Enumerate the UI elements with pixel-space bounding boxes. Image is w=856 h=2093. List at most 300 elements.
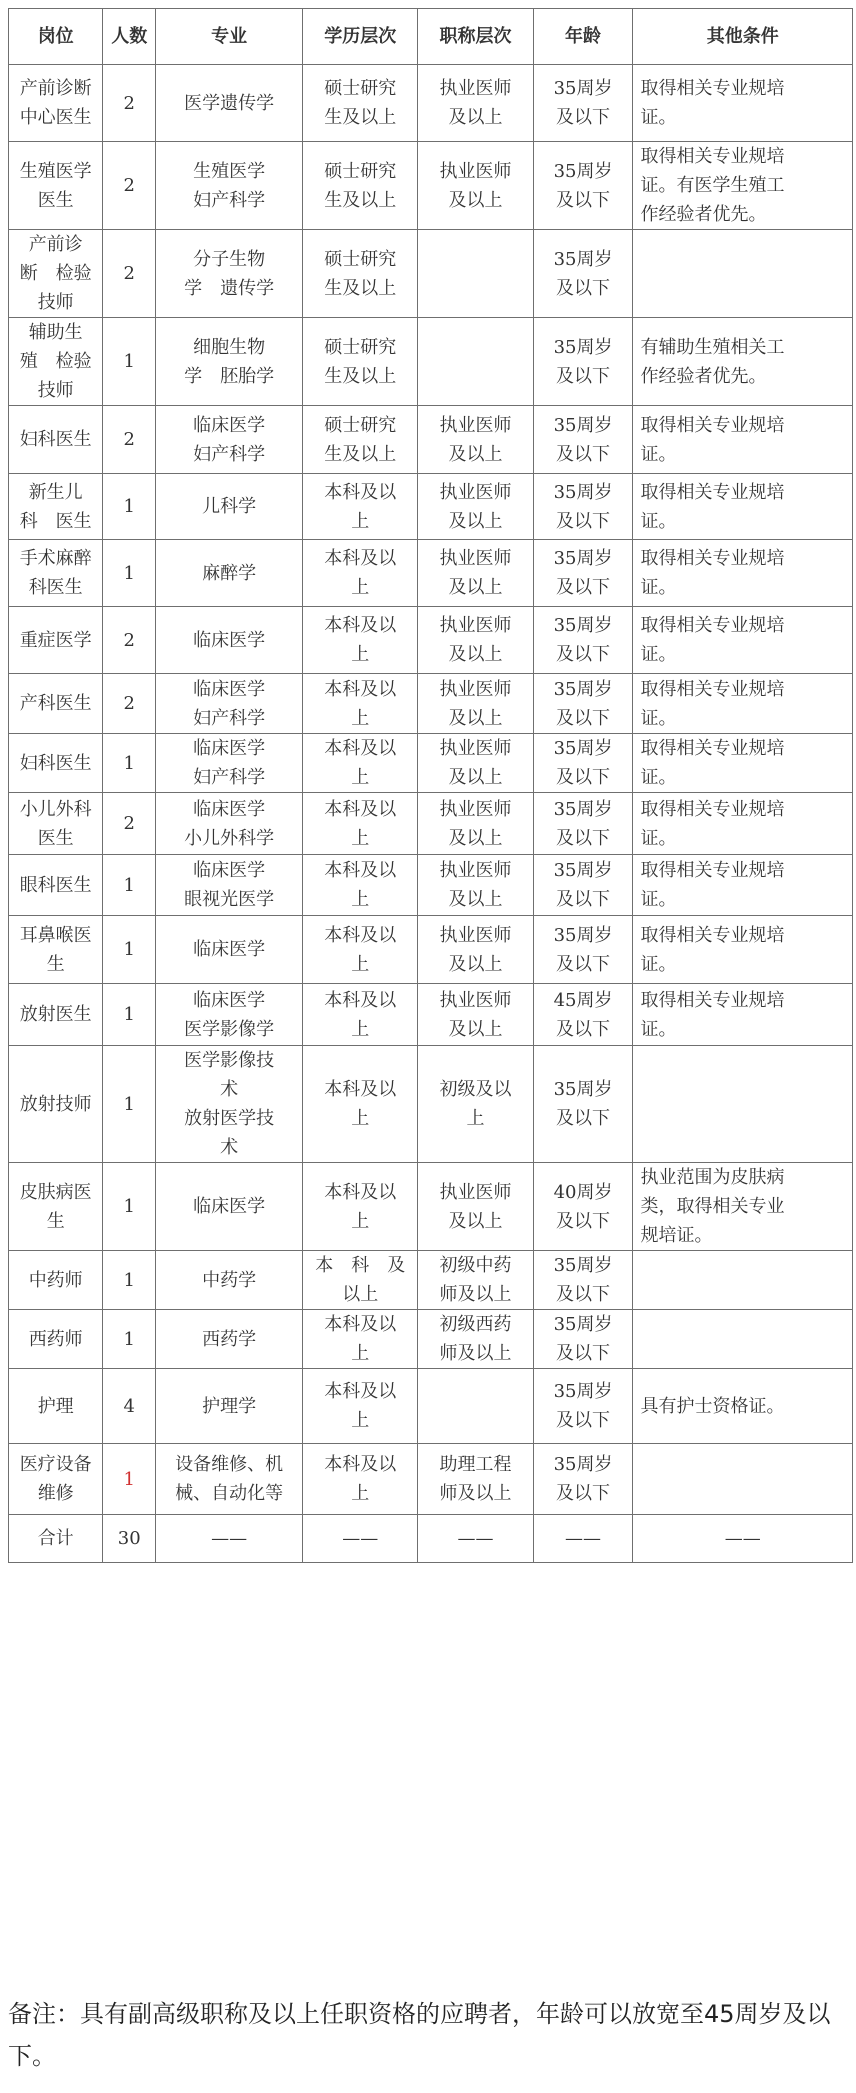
header-row bbox=[9, 9, 853, 65]
cell-text: 1 bbox=[123, 1093, 135, 1115]
cell-major bbox=[156, 855, 303, 916]
cell-line: 妇产科学 bbox=[193, 189, 266, 211]
cell-line: 证。 bbox=[640, 644, 677, 665]
cell-line: 西药师 bbox=[28, 1328, 83, 1350]
total-dash: —— bbox=[156, 1515, 303, 1563]
cell-line: 助理工程 bbox=[439, 1454, 512, 1475]
cell-line: 上 bbox=[351, 1410, 370, 1431]
cell-line: 学 胚胎学 bbox=[184, 365, 275, 387]
cell-line: 上 bbox=[351, 827, 370, 849]
cell-line: 35周岁 bbox=[553, 481, 613, 503]
cell-line: 及以上 bbox=[448, 953, 503, 975]
cell-education bbox=[303, 1310, 418, 1369]
cell-other bbox=[633, 142, 853, 230]
cell-line: 取得相关专业规培 bbox=[640, 798, 785, 820]
cell-line: 及以下 bbox=[556, 1018, 611, 1040]
cell-line: 执业医师 bbox=[439, 481, 512, 503]
cell-position bbox=[9, 142, 103, 230]
cell-education bbox=[303, 793, 418, 855]
cell-line: 硕士研究 bbox=[324, 414, 397, 436]
cell-age bbox=[533, 674, 633, 734]
cell-other bbox=[633, 1444, 853, 1515]
cell-line: 临床医学 bbox=[193, 1196, 266, 1217]
cell-line: 产前诊 bbox=[28, 234, 83, 255]
cell-line: 放射技师 bbox=[19, 1093, 92, 1115]
cell-education bbox=[303, 1251, 418, 1310]
cell-position bbox=[9, 406, 103, 474]
cell-age bbox=[533, 1251, 633, 1310]
cell-line: 硕士研究 bbox=[324, 160, 397, 182]
cell-line: 术 bbox=[220, 1079, 239, 1100]
cell-line: 45周岁 bbox=[553, 989, 613, 1011]
cell-line: 生及以上 bbox=[324, 443, 397, 465]
cell-line: 断 检验 bbox=[19, 263, 92, 284]
cell-line: 执业医师 bbox=[439, 160, 512, 182]
cell-line: 35周岁 bbox=[553, 1454, 613, 1475]
cell-major bbox=[156, 607, 303, 674]
cell-line: 取得相关专业规培 bbox=[640, 548, 785, 569]
cell-line: 40周岁 bbox=[553, 1181, 613, 1203]
cell-other bbox=[633, 1046, 853, 1163]
cell-age bbox=[533, 540, 633, 607]
cell-education bbox=[303, 984, 418, 1046]
cell-education bbox=[303, 318, 418, 406]
cell-line: 及以上 bbox=[448, 577, 503, 598]
cell-line: 本科及以 bbox=[324, 548, 397, 569]
cell-line: 执业医师 bbox=[439, 78, 512, 99]
cell-line: 中心医生 bbox=[19, 107, 92, 128]
cell-position bbox=[9, 540, 103, 607]
cell-line: 眼科医生 bbox=[19, 874, 92, 896]
cell-line: 取得相关专业规培 bbox=[640, 78, 785, 99]
cell-line: 证。 bbox=[640, 577, 677, 598]
cell-line: 生及以上 bbox=[324, 107, 397, 128]
cell-line: 及以上 bbox=[448, 189, 503, 211]
cell-other bbox=[633, 1163, 853, 1251]
cell-line: 及以下 bbox=[556, 953, 611, 975]
cell-title bbox=[418, 1369, 533, 1444]
cell-position bbox=[9, 230, 103, 318]
cell-line: 本科及以 bbox=[324, 989, 397, 1011]
cell-line: 临床医学 bbox=[193, 860, 266, 881]
cell-line: 证。 bbox=[640, 953, 677, 975]
cell-age bbox=[533, 474, 633, 540]
cell-text: 1 bbox=[123, 874, 135, 896]
cell-education bbox=[303, 607, 418, 674]
cell-line: 维修 bbox=[37, 1483, 74, 1504]
cell-line: 执业医师 bbox=[439, 1181, 512, 1203]
cell-count bbox=[103, 1046, 156, 1163]
cell-line: 上 bbox=[351, 707, 370, 729]
table-row bbox=[9, 406, 853, 474]
cell-major bbox=[156, 474, 303, 540]
cell-line: 妇产科学 bbox=[193, 443, 266, 465]
cell-text: 2 bbox=[123, 92, 135, 114]
cell-line: 及以上 bbox=[448, 644, 503, 665]
cell-line: 35周岁 bbox=[553, 1314, 613, 1335]
cell-position bbox=[9, 734, 103, 793]
cell-position bbox=[9, 607, 103, 674]
cell-line: 及以上 bbox=[448, 889, 503, 910]
header-position: 岗位 bbox=[9, 9, 103, 65]
cell-text: 2 bbox=[123, 263, 135, 284]
cell-line: 重症医学 bbox=[19, 629, 92, 651]
cell-text: 1 bbox=[123, 1269, 135, 1291]
cell-text: 1 bbox=[123, 1468, 135, 1490]
cell-line: 35周岁 bbox=[553, 548, 613, 569]
cell-major bbox=[156, 406, 303, 474]
cell-line: 本科及以 bbox=[324, 1079, 397, 1100]
total-dash: —— bbox=[418, 1515, 533, 1563]
cell-position bbox=[9, 1163, 103, 1251]
cell-line: 临床医学 bbox=[193, 738, 266, 759]
cell-text: 2 bbox=[123, 629, 135, 651]
cell-line: 35周岁 bbox=[553, 738, 613, 759]
cell-text: 1 bbox=[123, 562, 135, 584]
table-row bbox=[9, 230, 853, 318]
cell-major bbox=[156, 1310, 303, 1369]
cell-count bbox=[103, 1369, 156, 1444]
cell-count bbox=[103, 230, 156, 318]
cell-line: 执业医师 bbox=[439, 548, 512, 569]
cell-count bbox=[103, 474, 156, 540]
cell-line: 麻醉学 bbox=[202, 562, 257, 584]
cell-line: 临床医学 bbox=[193, 629, 266, 651]
cell-line: 取得相关专业规培 bbox=[640, 146, 785, 167]
cell-line: 放射医生 bbox=[19, 1004, 92, 1025]
cell-title bbox=[418, 1251, 533, 1310]
cell-other bbox=[633, 1251, 853, 1310]
cell-count bbox=[103, 734, 156, 793]
cell-count bbox=[103, 318, 156, 406]
cell-title bbox=[418, 65, 533, 142]
cell-line: 本科及以 bbox=[324, 1381, 397, 1402]
cell-major bbox=[156, 1046, 303, 1163]
cell-line: 执业医师 bbox=[439, 414, 512, 436]
header-education: 学历层次 bbox=[303, 9, 418, 65]
cell-line: 临床医学 bbox=[193, 678, 266, 700]
table-row bbox=[9, 142, 853, 230]
cell-text: 1 bbox=[123, 752, 135, 774]
cell-count bbox=[103, 607, 156, 674]
cell-age bbox=[533, 230, 633, 318]
cell-line: 本科及以 bbox=[324, 860, 397, 881]
cell-line: 皮肤病医 bbox=[19, 1181, 92, 1203]
cell-education bbox=[303, 1369, 418, 1444]
cell-line: 及以下 bbox=[556, 889, 611, 910]
total-row bbox=[9, 1515, 853, 1563]
cell-line: 术 bbox=[220, 1137, 239, 1158]
cell-line: 中药师 bbox=[28, 1269, 83, 1291]
total-dash: —— bbox=[303, 1515, 418, 1563]
cell-line: 取得相关专业规培 bbox=[640, 738, 785, 759]
cell-position bbox=[9, 674, 103, 734]
cell-line: 及以下 bbox=[556, 1483, 611, 1504]
cell-title bbox=[418, 474, 533, 540]
total-label: 合计 bbox=[9, 1515, 103, 1563]
cell-line: 学 遗传学 bbox=[184, 277, 275, 299]
total-dash: —— bbox=[633, 1515, 853, 1563]
cell-line: 新生儿 bbox=[28, 481, 83, 503]
cell-title bbox=[418, 1310, 533, 1369]
cell-line: 取得相关专业规培 bbox=[640, 860, 785, 881]
cell-line: 35周岁 bbox=[553, 336, 613, 358]
cell-text: 2 bbox=[123, 693, 135, 714]
cell-line: 及以上 bbox=[448, 707, 503, 729]
cell-line: 产前诊断 bbox=[19, 78, 92, 99]
cell-line: 执业医师 bbox=[439, 798, 512, 820]
cell-line: 细胞生物 bbox=[193, 336, 266, 358]
cell-line: 及以上 bbox=[448, 107, 503, 128]
cell-major bbox=[156, 318, 303, 406]
cell-education bbox=[303, 734, 418, 793]
cell-line: 妇产科学 bbox=[193, 707, 266, 729]
cell-line: 上 bbox=[351, 577, 370, 598]
cell-line: 取得相关专业规培 bbox=[640, 481, 785, 503]
cell-line: 35周岁 bbox=[553, 1079, 613, 1100]
cell-major bbox=[156, 230, 303, 318]
cell-position bbox=[9, 318, 103, 406]
cell-major bbox=[156, 984, 303, 1046]
cell-major bbox=[156, 65, 303, 142]
cell-line: 生 bbox=[46, 953, 65, 975]
cell-line: 证。 bbox=[640, 767, 677, 788]
cell-line: 设备维修、机 bbox=[175, 1454, 284, 1475]
cell-line: 及以下 bbox=[556, 189, 611, 211]
cell-title bbox=[418, 142, 533, 230]
cell-line: 35周岁 bbox=[553, 798, 613, 820]
cell-other bbox=[633, 474, 853, 540]
cell-title bbox=[418, 230, 533, 318]
cell-line: 科医生 bbox=[28, 577, 83, 598]
cell-title bbox=[418, 734, 533, 793]
cell-age bbox=[533, 1046, 633, 1163]
cell-text: 1 bbox=[123, 496, 135, 517]
cell-major bbox=[156, 916, 303, 984]
table-row bbox=[9, 734, 853, 793]
cell-line: 证。 bbox=[640, 889, 677, 910]
cell-line: 规培证。 bbox=[640, 1225, 713, 1246]
cell-line: 取得相关专业规培 bbox=[640, 924, 785, 946]
cell-title bbox=[418, 916, 533, 984]
cell-line: 取得相关专业规培 bbox=[640, 678, 785, 700]
cell-line: 医学影像学 bbox=[184, 1018, 275, 1040]
cell-line: 及以下 bbox=[556, 577, 611, 598]
header-count: 人数 bbox=[103, 9, 156, 65]
cell-major bbox=[156, 674, 303, 734]
cell-major bbox=[156, 540, 303, 607]
table-row bbox=[9, 318, 853, 406]
cell-age bbox=[533, 65, 633, 142]
cell-line: 护理学 bbox=[202, 1395, 257, 1417]
cell-major bbox=[156, 734, 303, 793]
cell-line: 上 bbox=[466, 1108, 485, 1129]
cell-position bbox=[9, 65, 103, 142]
cell-education bbox=[303, 1046, 418, 1163]
cell-line: 医生 bbox=[37, 189, 74, 211]
cell-title bbox=[418, 674, 533, 734]
cell-line: 上 bbox=[351, 1210, 370, 1232]
cell-position bbox=[9, 1444, 103, 1515]
cell-line: 生及以上 bbox=[324, 189, 397, 211]
cell-count bbox=[103, 855, 156, 916]
cell-other bbox=[633, 916, 853, 984]
cell-line: 硕士研究 bbox=[324, 248, 397, 270]
cell-line: 生 bbox=[46, 1210, 65, 1232]
cell-line: 35周岁 bbox=[553, 160, 613, 182]
cell-line: 技师 bbox=[37, 380, 74, 401]
cell-other bbox=[633, 984, 853, 1046]
cell-position bbox=[9, 1251, 103, 1310]
cell-line: 本科及以 bbox=[324, 738, 397, 759]
cell-other bbox=[633, 674, 853, 734]
cell-line: 证。 bbox=[640, 510, 677, 532]
cell-count bbox=[103, 1444, 156, 1515]
cell-line: 执业医师 bbox=[439, 678, 512, 700]
cell-title bbox=[418, 406, 533, 474]
cell-line: 证。 bbox=[640, 707, 677, 729]
cell-line: 取得相关专业规培 bbox=[640, 414, 785, 436]
cell-other bbox=[633, 1369, 853, 1444]
cell-line: 医学影像技 bbox=[184, 1050, 275, 1071]
cell-age bbox=[533, 855, 633, 916]
cell-text: 4 bbox=[123, 1395, 135, 1417]
cell-line: 小儿外科 bbox=[19, 798, 92, 820]
cell-line: 医疗设备 bbox=[19, 1454, 92, 1475]
cell-line: 及以上 bbox=[448, 827, 503, 849]
cell-age bbox=[533, 734, 633, 793]
cell-education bbox=[303, 1163, 418, 1251]
cell-line: 35周岁 bbox=[553, 78, 613, 99]
cell-count bbox=[103, 142, 156, 230]
table-row bbox=[9, 1369, 853, 1444]
cell-count bbox=[103, 406, 156, 474]
cell-age bbox=[533, 1163, 633, 1251]
cell-line: 及以下 bbox=[556, 644, 611, 665]
cell-position bbox=[9, 1046, 103, 1163]
cell-line: 医学遗传学 bbox=[184, 92, 275, 114]
table-row bbox=[9, 984, 853, 1046]
cell-education bbox=[303, 142, 418, 230]
cell-line: 小儿外科学 bbox=[184, 827, 275, 849]
cell-age bbox=[533, 607, 633, 674]
cell-line: 及以上 bbox=[448, 1210, 503, 1232]
cell-line: 产科医生 bbox=[19, 693, 92, 714]
cell-major bbox=[156, 1163, 303, 1251]
cell-line: 作经验者优先。 bbox=[640, 365, 767, 387]
cell-line: 及以下 bbox=[556, 707, 611, 729]
cell-line: 35周岁 bbox=[553, 1381, 613, 1402]
table-row bbox=[9, 1444, 853, 1515]
cell-line: 上 bbox=[351, 767, 370, 788]
cell-other bbox=[633, 230, 853, 318]
cell-line: 及以下 bbox=[556, 1108, 611, 1129]
cell-line: 初级西药 bbox=[439, 1314, 512, 1335]
cell-line: 上 bbox=[351, 510, 370, 532]
cell-line: 师及以上 bbox=[439, 1343, 512, 1364]
cell-line: 本科及以 bbox=[324, 615, 397, 636]
table-row bbox=[9, 1310, 853, 1369]
cell-other bbox=[633, 65, 853, 142]
cell-education bbox=[303, 916, 418, 984]
cell-line: 具有护士资格证。 bbox=[640, 1395, 785, 1417]
cell-line: 上 bbox=[351, 1018, 370, 1040]
cell-age bbox=[533, 406, 633, 474]
cell-line: 35周岁 bbox=[553, 1255, 613, 1276]
cell-line: 上 bbox=[351, 1483, 370, 1504]
cell-line: 上 bbox=[351, 1343, 370, 1364]
table-row bbox=[9, 1046, 853, 1163]
cell-line: 有辅助生殖相关工 bbox=[640, 336, 785, 358]
cell-line: 本科及以 bbox=[324, 481, 397, 503]
cell-position bbox=[9, 793, 103, 855]
cell-line: 眼视光医学 bbox=[184, 889, 275, 910]
cell-line: 科 医生 bbox=[19, 510, 92, 532]
cell-line: 护理 bbox=[37, 1395, 74, 1417]
table-row bbox=[9, 65, 853, 142]
cell-position bbox=[9, 916, 103, 984]
cell-line: 生殖医学 bbox=[193, 160, 266, 182]
cell-line: 证。 bbox=[640, 107, 677, 128]
cell-line: 妇科医生 bbox=[19, 752, 92, 774]
cell-other bbox=[633, 318, 853, 406]
cell-line: 取得相关专业规培 bbox=[640, 615, 785, 636]
cell-line: 执业范围为皮肤病 bbox=[640, 1167, 785, 1188]
cell-age bbox=[533, 1310, 633, 1369]
header-age: 年龄 bbox=[533, 9, 633, 65]
cell-line: 证。 bbox=[640, 443, 677, 465]
cell-line: 本科及以 bbox=[324, 1314, 397, 1335]
cell-line: 及以下 bbox=[556, 767, 611, 788]
cell-line: 及以下 bbox=[556, 365, 611, 387]
cell-line: 械、自动化等 bbox=[175, 1483, 284, 1504]
cell-count bbox=[103, 1310, 156, 1369]
total-dash: —— bbox=[533, 1515, 633, 1563]
cell-count bbox=[103, 916, 156, 984]
cell-line: 本科及以 bbox=[324, 1181, 397, 1203]
cell-line: 上 bbox=[351, 953, 370, 975]
cell-major bbox=[156, 1444, 303, 1515]
cell-line: 殖 检验 bbox=[19, 351, 92, 372]
cell-line: 硕士研究 bbox=[324, 78, 397, 99]
cell-line: 证。有医学生殖工 bbox=[640, 175, 785, 196]
cell-line: 35周岁 bbox=[553, 414, 613, 436]
cell-education bbox=[303, 674, 418, 734]
cell-line: 师及以上 bbox=[439, 1284, 512, 1305]
cell-line: 及以下 bbox=[556, 1410, 611, 1431]
cell-line: 上 bbox=[351, 1108, 370, 1129]
cell-line: 执业医师 bbox=[439, 989, 512, 1011]
cell-line: 上 bbox=[351, 889, 370, 910]
cell-line: 临床医学 bbox=[193, 414, 266, 436]
cell-line: 放射医学技 bbox=[184, 1108, 275, 1129]
cell-line: 证。 bbox=[640, 827, 677, 849]
cell-line: 初级及以 bbox=[439, 1079, 512, 1100]
cell-age bbox=[533, 1444, 633, 1515]
cell-count bbox=[103, 540, 156, 607]
cell-line: 及以上 bbox=[448, 443, 503, 465]
cell-major bbox=[156, 793, 303, 855]
cell-age bbox=[533, 142, 633, 230]
cell-other bbox=[633, 607, 853, 674]
cell-other bbox=[633, 734, 853, 793]
cell-major bbox=[156, 1251, 303, 1310]
cell-line: 本科及以 bbox=[324, 1454, 397, 1475]
cell-line: 师及以上 bbox=[439, 1483, 512, 1504]
cell-line: 及以下 bbox=[556, 107, 611, 128]
cell-line: 及以下 bbox=[556, 827, 611, 849]
cell-line: 35周岁 bbox=[553, 248, 613, 270]
